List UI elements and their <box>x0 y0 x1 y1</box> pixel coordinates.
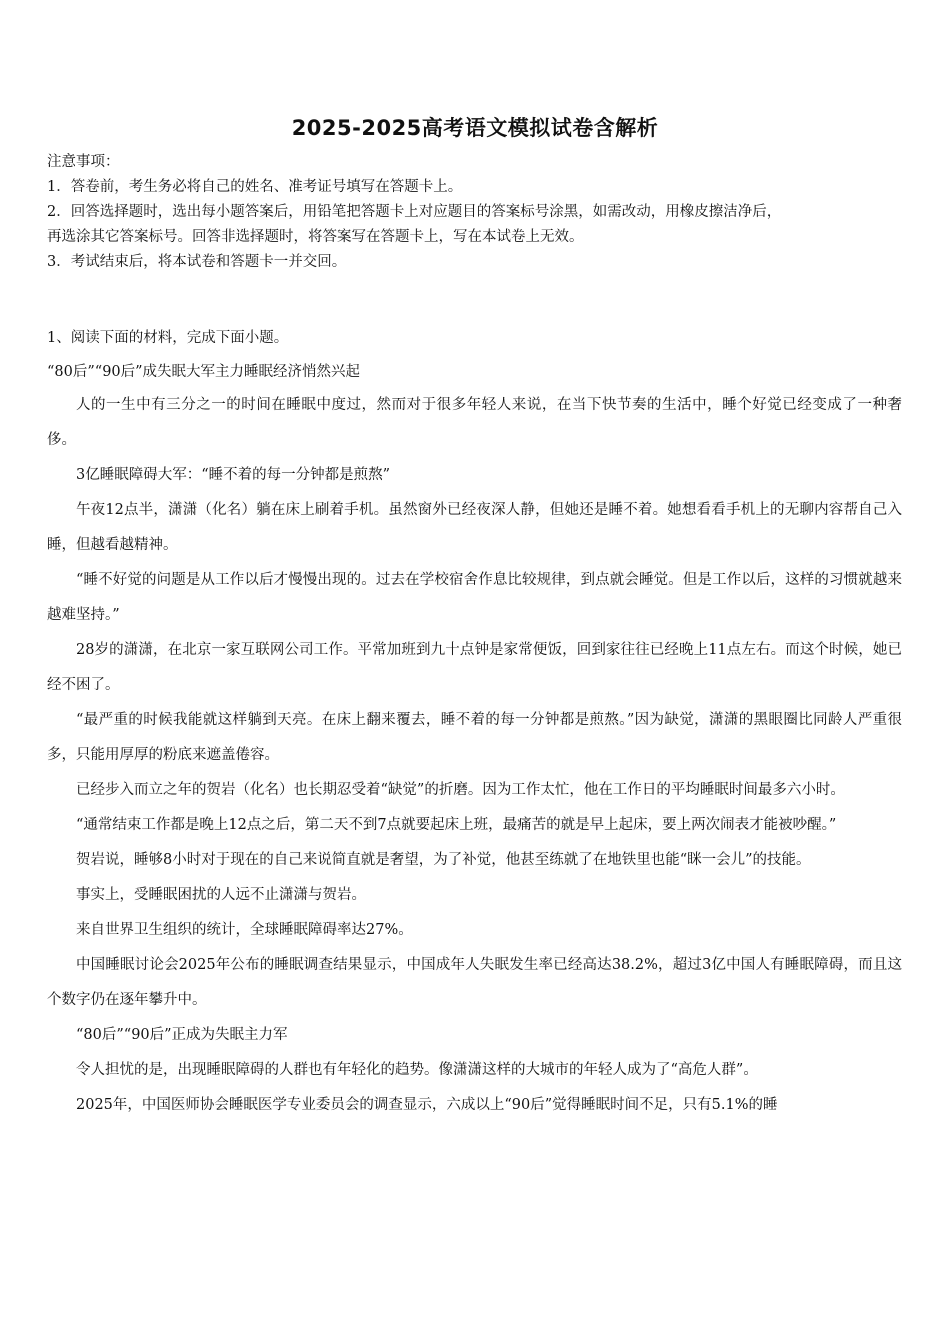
article-paragraph: 已经步入而立之年的贺岩（化名）也长期忍受着“缺觉”的折磨。因为工作太忙，他在工作日的平均睡眠时间最多六小时。 <box>76 782 845 798</box>
notice-item-2b: 再选涂其它答案标号。回答非选择题时，将答案写在答题卡上，写在本试卷上无效。 <box>47 229 584 245</box>
notice-heading: 注意事项： <box>47 154 120 170</box>
article-paragraph: “最严重的时候我能就这样躺到天亮。在床上翻来覆去，睡不着的每一分钟都是煎熬。”因为缺觉，潇潇的黑眼圈比同龄人严重很多，只能用厚厚的粉底来遮盖倦容。 <box>47 712 902 763</box>
article-headline: “80后”“90后”成失眠大军主力睡眠经济悄然兴起 <box>47 364 361 380</box>
article-paragraph: “通常结束工作都是晚上12点之后，第二天不到7点就要起床上班，最痛苦的就是早上起床，要上两次闹表才能被吵醒。” <box>76 817 837 833</box>
article-paragraph: “睡不好觉的问题是从工作以后才慢慢出现的。过去在学校宿舍作息比较规律，到点就会睡觉。但是工作以后，这样的习惯就越来越难坚持。” <box>47 572 902 623</box>
page-title: 2025-2025高考语文模拟试卷含解析 <box>291 116 659 140</box>
article-subheading: “80后”“90后”正成为失眠主力军 <box>76 1027 288 1043</box>
article-subheading: 3亿睡眠障碍大军：“睡不着的每一分钟都是煎熬” <box>76 467 391 483</box>
article-paragraph: 28岁的潇潇，在北京一家互联网公司工作。平常加班到九十点钟是家常便饭，回到家往往已经晚上11点左右。而这个时候，她已经不困了。 <box>47 642 902 693</box>
notice-item-1: 1．答卷前，考生务必将自己的姓名、准考证号填写在答题卡上。 <box>47 179 463 195</box>
article-paragraph: 午夜12点半，潇潇（化名）躺在床上刷着手机。虽然窗外已经夜深人静，但她还是睡不着。她想看看手机上的无聊内容帮自己入睡，但越看越精神。 <box>47 502 902 553</box>
notice-item-3: 3．考试结束后，将本试卷和答题卡一并交回。 <box>47 254 347 270</box>
notice-item-2a: 2．回答选择题时，选出每小题答案后，用铅笔把答题卡上对应题目的答案标号涂黑，如需改动，用橡皮擦洁净后， <box>47 204 782 220</box>
article-paragraph: 2025年，中国医师协会睡眠医学专业委员会的调查显示，六成以上“90后”觉得睡眠时间不足，只有5.1%的睡 <box>76 1097 778 1113</box>
article-body <box>47 388 902 1123</box>
article-paragraph: 令人担忧的是，出现睡眠障碍的人群也有年轻化的趋势。像潇潇这样的大城市的年轻人成为了“高危人群”。 <box>76 1062 758 1078</box>
article-paragraph: 人的一生中有三分之一的时间在睡眠中度过，然而对于很多年轻人来说，在当下快节奏的生活中，睡个好觉已经变成了一种奢侈。 <box>47 397 902 448</box>
article-paragraph: 事实上，受睡眠困扰的人远不止潇潇与贺岩。 <box>76 887 366 903</box>
article-paragraph: 贺岩说，睡够8小时对于现在的自己来说简直就是奢望，为了补觉，他甚至练就了在地铁里也能“眯一会儿”的技能。 <box>76 852 811 868</box>
question-intro: 1、阅读下面的材料，完成下面小题。 <box>47 330 289 346</box>
article-paragraph: 中国睡眠讨论会2025年公布的睡眠调查结果显示，中国成年人失眠发生率已经高达38.2%，超过3亿中国人有睡眠障碍，而且这个数字仍在逐年攀升中。 <box>47 957 902 1008</box>
article-paragraph: 来自世界卫生组织的统计，全球睡眠障碍率达27%。 <box>76 922 413 938</box>
notice-section <box>47 150 907 275</box>
